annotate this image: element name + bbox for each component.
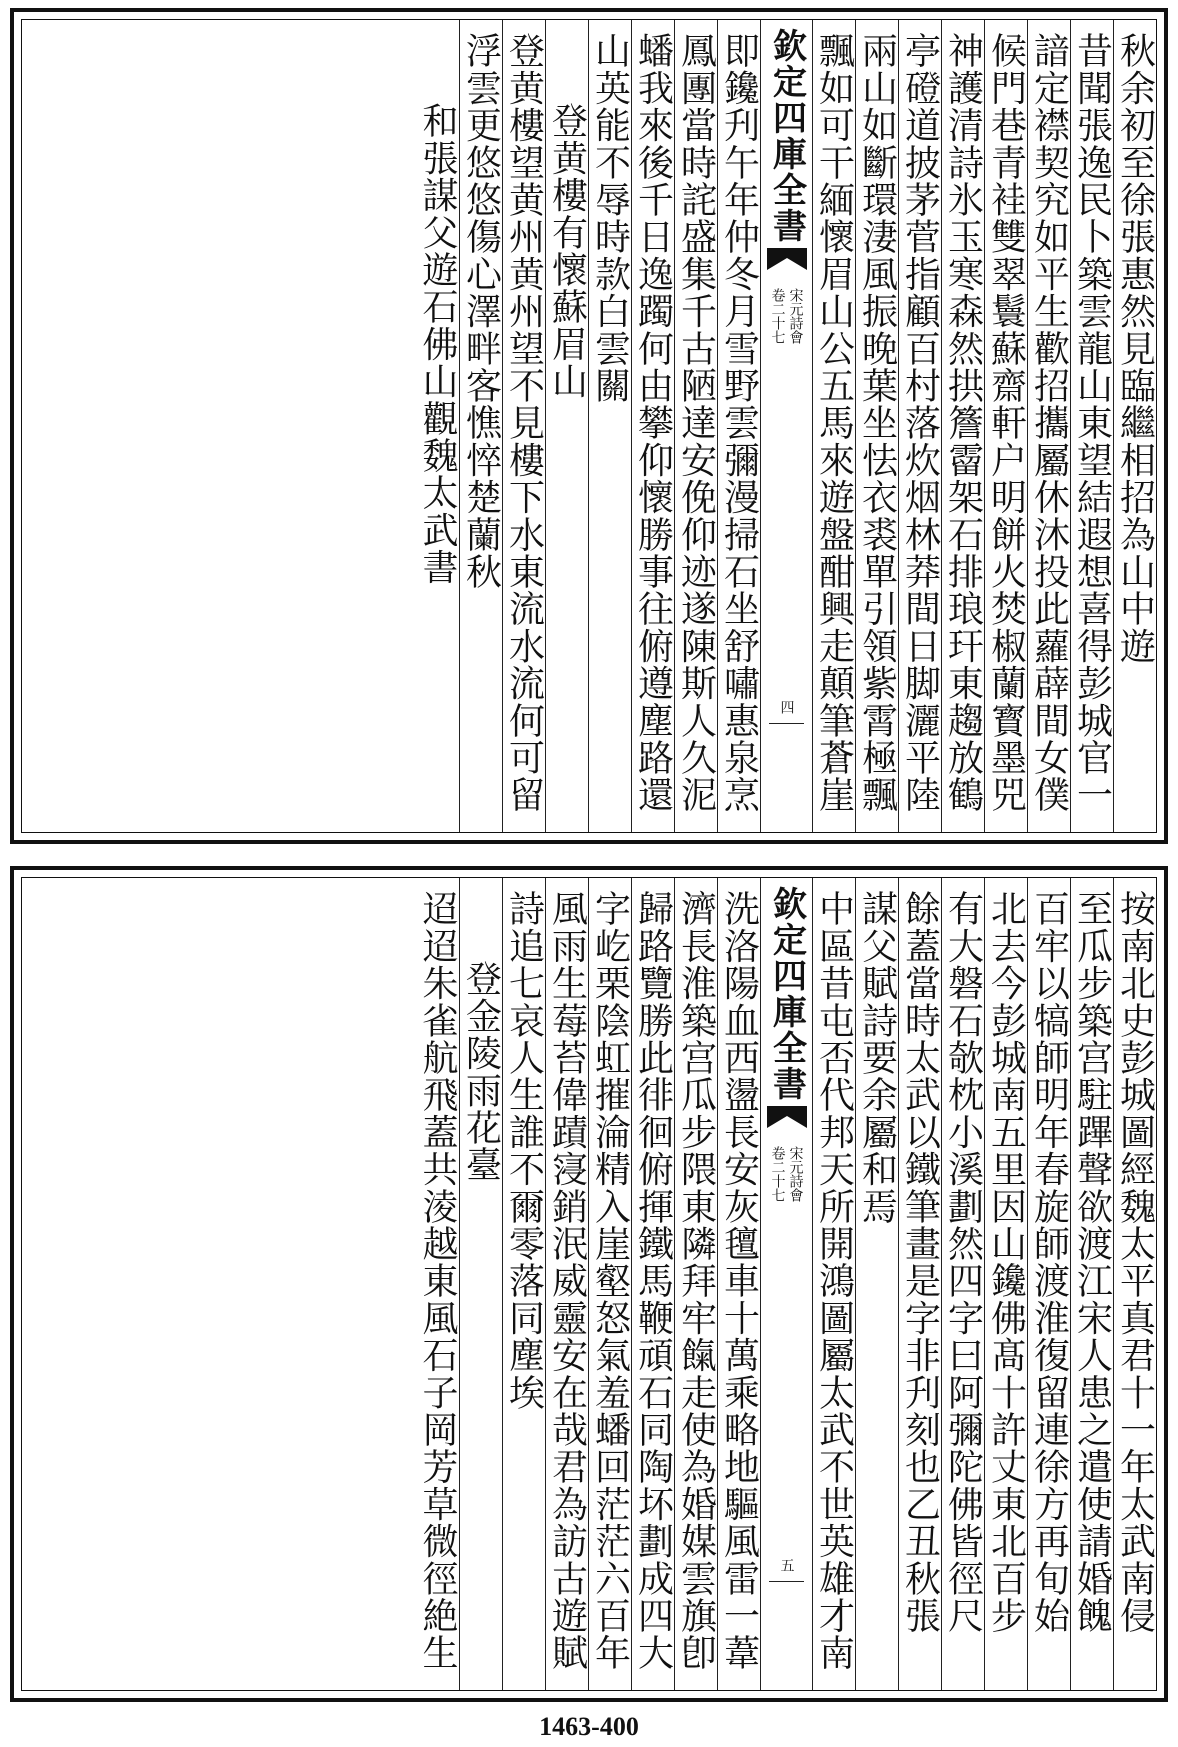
column-text: 山英能不辱時款白雲關 xyxy=(589,32,631,404)
top-leaf xyxy=(10,8,1168,844)
book-title: 欽定四庫全書 xyxy=(766,886,807,1102)
text-column xyxy=(502,878,545,1690)
poem-title-column xyxy=(545,20,588,832)
poem-title: 和張謀父遊石佛山觀魏太武書 xyxy=(417,102,458,586)
column-text: 北去今彭城南五里因山鑱佛髙十許丈東北百步 xyxy=(985,890,1027,1634)
column-text: 百牢以犒師明年春旋師渡淮復留連徐方再旬始 xyxy=(1028,890,1070,1634)
text-column xyxy=(855,878,898,1690)
leaf-number: 四 xyxy=(778,700,795,714)
text-column xyxy=(416,878,459,1690)
text-column xyxy=(545,878,588,1690)
text-column xyxy=(631,20,674,832)
column-text: 飄如可干緬懷眉山公五馬來遊盤酣興走顛筆蒼崖 xyxy=(813,32,855,814)
center-strip xyxy=(760,878,812,1690)
column-text: 即鑱刋午年仲冬月雪野雲彌漫掃石坐舒嘯惠泉烹 xyxy=(718,32,760,814)
text-column xyxy=(898,878,941,1690)
column-text: 餘蓋當時太武以鐵筆畫是字非刋刻也乙丑秋張 xyxy=(899,890,941,1634)
text-column xyxy=(984,878,1027,1690)
divider xyxy=(769,723,804,724)
text-column xyxy=(459,20,502,832)
column-text: 詩追七哀人生誰不爾零落同塵埃 xyxy=(503,890,545,1411)
column-text: 中區昔屯否代邦天所開鴻圖屬太武不世英雄才南 xyxy=(813,890,855,1672)
column-text: 諳定襟契究如平生歡招攜屬休沐投此蘿薜間女僕 xyxy=(1028,32,1070,814)
text-column xyxy=(1027,878,1070,1690)
column-text: 候門巷青袿雙翠鬟蘇齋軒户明餅火焚椒蘭寳墨兕 xyxy=(985,32,1027,814)
poem-title: 登金陵雨花臺 xyxy=(460,960,502,1184)
column-text: 神護清詩氷玉寒森然拱簷霤架石排琅玕東趨放鶴 xyxy=(942,32,984,814)
poem-title-column xyxy=(416,20,459,832)
book-info xyxy=(770,1146,804,1202)
text-column xyxy=(1113,878,1156,1690)
text-column xyxy=(674,878,717,1690)
text-column xyxy=(717,878,760,1690)
volume-number: 卷二十七 xyxy=(769,1146,786,1202)
column-text: 迢迢朱雀航飛蓋共淩越東風石子岡芳草微徑絶生 xyxy=(417,890,458,1672)
divider xyxy=(769,1581,804,1582)
column-text: 謀父賦詩要余屬和焉 xyxy=(856,890,898,1225)
text-column xyxy=(588,878,631,1690)
text-column xyxy=(1113,20,1156,832)
column-text: 亭磴道披茅菅指顧百村落炊烟林莽間日脚灑平陸 xyxy=(899,32,941,814)
bottom-leaf xyxy=(10,866,1168,1702)
column-text: 濟長淮築宫瓜步隈東隣拜牢餼走使為婚媒雲旗卽 xyxy=(675,890,717,1672)
column-text: 字屹栗陰虹摧淪精入崖壑怒氣羞蟠回茫茫六百年 xyxy=(589,890,631,1672)
leaf-number: 五 xyxy=(778,1558,795,1572)
text-column xyxy=(941,878,984,1690)
text-column xyxy=(631,878,674,1690)
text-column xyxy=(812,878,855,1690)
text-column xyxy=(1027,20,1070,832)
bottom-leaf-frame xyxy=(21,877,1157,1691)
fish-tail-icon xyxy=(767,1106,807,1128)
text-column xyxy=(855,20,898,832)
column-text: 蟠我來後千日逸躅何由攀仰懷勝事往俯遵塵路還 xyxy=(632,32,674,814)
column-text: 秋余初至徐張惠然見臨繼相招為山中遊 xyxy=(1114,32,1156,665)
column-text: 鳳團當時詫盛集千古陋達安俛仰迹遂陳斯人久泥 xyxy=(675,32,717,814)
text-column xyxy=(717,20,760,832)
text-column xyxy=(898,20,941,832)
text-column xyxy=(984,20,1027,832)
column-text: 至瓜步築宫駐蹕聲欲渡江宋人患之遣使請婚餽 xyxy=(1071,890,1113,1634)
collection-name: 宋元詩會 xyxy=(787,1146,804,1202)
column-text: 風雨生莓苔偉蹟寖銷泯威靈安在哉君為訪古遊賦 xyxy=(546,890,588,1672)
poem-title: 登黄樓有懷蘇眉山 xyxy=(546,102,588,400)
book-title: 欽定四庫全書 xyxy=(766,28,807,244)
column-text: 歸路覽勝此徘徊俯揮鐵馬鞭頑石同陶坏劃成四大 xyxy=(632,890,674,1672)
text-column xyxy=(674,20,717,832)
text-column xyxy=(1070,878,1113,1690)
column-text: 登黄樓望黄州黄州望不見樓下水東流水流何可留 xyxy=(503,32,545,814)
column-text: 洗洛陽血西盪長安灰氊車十萬乘略地驅風雷一葦 xyxy=(718,890,760,1672)
text-column xyxy=(941,20,984,832)
page-footer-number: 1463-400 xyxy=(539,1712,639,1741)
text-column xyxy=(812,20,855,832)
column-text: 按南北史彭城圖經魏太平真君十一年太武南侵 xyxy=(1114,890,1156,1634)
top-leaf-frame xyxy=(21,19,1157,833)
column-text: 昔聞張逸民卜築雲龍山東望結遐想喜得彭城官一 xyxy=(1071,32,1113,814)
column-text: 兩山如斷環淒風振晚葉坐怯衣裘單引領紫霄極飄 xyxy=(856,32,898,814)
text-column xyxy=(588,20,631,832)
center-strip xyxy=(760,20,812,832)
collection-name: 宋元詩會 xyxy=(787,288,804,344)
column-text: 浮雲更悠悠傷心澤畔客憔悴楚蘭秋 xyxy=(460,32,502,590)
book-info xyxy=(770,288,804,344)
volume-number: 卷二十七 xyxy=(769,288,786,344)
text-column xyxy=(502,20,545,832)
fish-tail-icon xyxy=(767,248,807,270)
column-text: 有大磐石欹枕小溪劃然四字曰阿彌陀佛皆徑尺 xyxy=(942,890,984,1634)
text-column xyxy=(1070,20,1113,832)
poem-title-column xyxy=(459,878,502,1690)
